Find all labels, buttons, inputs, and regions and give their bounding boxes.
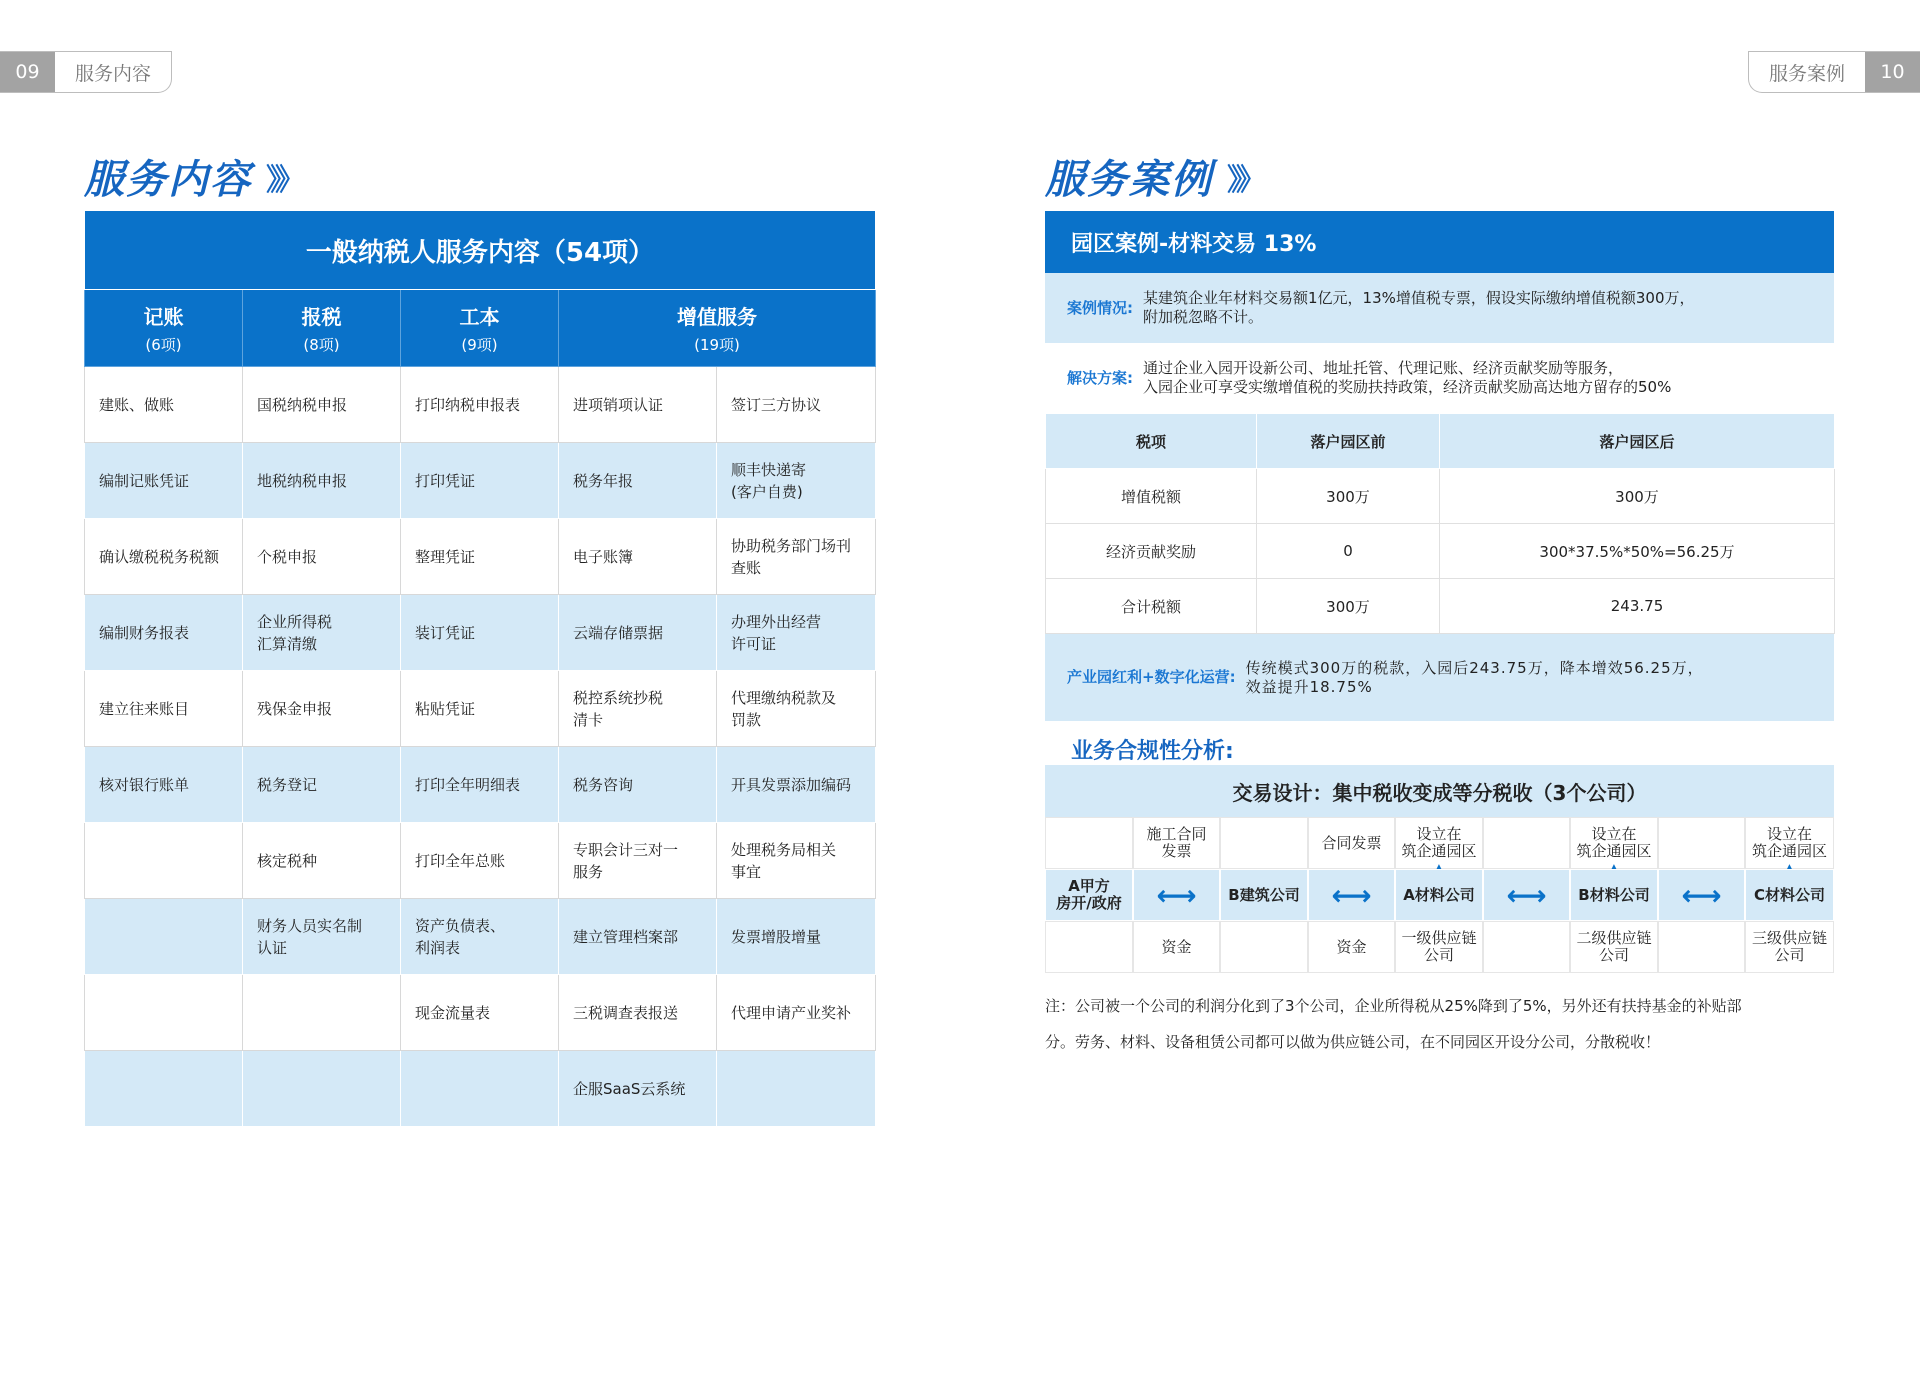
column-header: 落户园区前 <box>1257 414 1440 469</box>
case-title: 园区案例-材料交易 13% <box>1045 211 1834 273</box>
page-tab-label: 服务内容 <box>75 62 152 85</box>
table-cell: 装订凭证 <box>401 595 559 671</box>
case-card <box>1045 211 1834 721</box>
section-title-cases <box>1045 148 1260 205</box>
table-cell: 打印纳税申报表 <box>401 367 559 443</box>
table-cell <box>85 1051 243 1127</box>
table-cell: 个税申报 <box>243 519 401 595</box>
table-cell: 建立往来账目 <box>85 671 243 747</box>
column-header: 落户园区后 <box>1440 414 1835 469</box>
table-row <box>85 367 876 443</box>
flow-bottom-label: 资金 <box>1133 921 1220 973</box>
flow-title: 交易设计：集中税收变成等分税收（3个公司） <box>1045 765 1834 817</box>
flow-entity: A材料公司 <box>1395 869 1483 921</box>
flow-bottom-label: 一级供应链 公司 <box>1395 921 1483 973</box>
table-cell: 300万 <box>1257 579 1440 634</box>
table-cell: 0 <box>1257 524 1440 579</box>
flow-entity: C材料公司 <box>1745 869 1834 921</box>
table-row <box>85 899 876 975</box>
table-cell: 增值税额 <box>1046 469 1257 524</box>
table-cell: 财务人员实名制 认证 <box>243 899 401 975</box>
table-cell <box>243 1051 401 1127</box>
table-cell: 办理外出经营 许可证 <box>717 595 876 671</box>
table-cell: 建立管理档案部 <box>559 899 717 975</box>
section-title-services <box>84 148 299 205</box>
flow-bottom-label: 三级供应链 公司 <box>1745 921 1834 973</box>
flow-top-label: 施工合同 发票 <box>1133 817 1220 869</box>
double-arrow-icon: ⟷ <box>1308 869 1395 921</box>
table-cell: 经济贡献奖励 <box>1046 524 1257 579</box>
flow-bottom-label <box>1483 921 1570 973</box>
page-number: 09 <box>0 52 55 92</box>
table-cell: 300万 <box>1257 469 1440 524</box>
flow-bottom-label: 资金 <box>1308 921 1395 973</box>
footnote-line: 分。劳务、材料、设备租赁公司都可以做为供应链公司，在不同园区开设分公司，分散税收！ <box>1045 1033 1661 1051</box>
table-cell: 地税纳税申报 <box>243 443 401 519</box>
table-cell: 三税调查表报送 <box>559 975 717 1051</box>
chevron-right-icon: 》》 <box>1227 162 1260 198</box>
table-cell: 签订三方协议 <box>717 367 876 443</box>
page-number: 10 <box>1865 52 1920 92</box>
table-cell: 处理税务局相关 事宜 <box>717 823 876 899</box>
case-solution <box>1045 343 1834 413</box>
flow-top-label <box>1483 817 1570 869</box>
column-header-tax-filing: 报税 (8项) <box>243 290 401 367</box>
double-arrow-icon: ⟷ <box>1133 869 1220 921</box>
table-row <box>85 595 876 671</box>
flow-entity: A甲方 房开/政府 <box>1045 869 1133 921</box>
table-row <box>85 671 876 747</box>
table-cell: 残保金申报 <box>243 671 401 747</box>
table-cell: 顺丰快递寄 (客户自费) <box>717 443 876 519</box>
footnote-line: 注：公司被一个公司的利润分化到了3个公司，企业所得税从25%降到了5%，另外还有扶持基金的补贴部 <box>1045 997 1742 1015</box>
section-title-text: 服务内容 <box>84 157 252 203</box>
table-cell <box>717 1051 876 1127</box>
flow-bottom-label <box>1045 921 1133 973</box>
table-cell: 现金流量表 <box>401 975 559 1051</box>
page-tab-right <box>1748 51 1920 93</box>
table-cell: 合计税额 <box>1046 579 1257 634</box>
flow-bottom-label: 二级供应链 公司 <box>1570 921 1658 973</box>
table-row <box>85 443 876 519</box>
table-row <box>85 975 876 1051</box>
flow-bottom-label <box>1658 921 1745 973</box>
table-cell: 打印全年明细表 <box>401 747 559 823</box>
table-cell: 整理凭证 <box>401 519 559 595</box>
flow-entity: B建筑公司 <box>1220 869 1308 921</box>
page-tab-left <box>0 51 172 93</box>
table-cell: 国税纳税申报 <box>243 367 401 443</box>
double-arrow-icon: ⟷ <box>1483 869 1570 921</box>
service-table <box>84 210 876 1127</box>
flow-top-label: 设立在 筑企通园区 <box>1395 817 1483 869</box>
result-label: 产业园红利+数字化运营: <box>1067 668 1236 686</box>
table-cell <box>85 823 243 899</box>
flow-grid <box>1045 817 1834 973</box>
section-title-text: 服务案例 <box>1045 157 1213 203</box>
tax-comparison-table <box>1045 413 1835 634</box>
table-row <box>85 823 876 899</box>
table-cell: 核对银行账单 <box>85 747 243 823</box>
page-tab-label: 服务案例 <box>1768 62 1845 85</box>
table-cell: 代理申请产业奖补 <box>717 975 876 1051</box>
flow-top-label <box>1045 817 1133 869</box>
table-cell: 代理缴纳税款及 罚款 <box>717 671 876 747</box>
table-cell: 发票增股增量 <box>717 899 876 975</box>
table-cell: 资产负债表、 利润表 <box>401 899 559 975</box>
table-cell: 税控系统抄税 清卡 <box>559 671 717 747</box>
table-cell: 协助税务部门场刊 查账 <box>717 519 876 595</box>
table-row <box>1046 524 1835 579</box>
compliance-title: 业务合规性分析: <box>1071 739 1234 764</box>
table-cell: 税务年报 <box>559 443 717 519</box>
solution-label: 解决方案: <box>1067 368 1133 387</box>
table-cell <box>85 975 243 1051</box>
table-row <box>1046 579 1835 634</box>
column-header-printing: 工本 (9项) <box>401 290 559 367</box>
table-cell: 进项销项认证 <box>559 367 717 443</box>
flow-top-label: 设立在 筑企通园区 <box>1570 817 1658 869</box>
case-result <box>1045 634 1834 721</box>
table-cell: 编制财务报表 <box>85 595 243 671</box>
table-cell: 核定税种 <box>243 823 401 899</box>
case-situation <box>1045 273 1834 343</box>
table-cell: 打印凭证 <box>401 443 559 519</box>
table-cell: 243.75 <box>1440 579 1835 634</box>
table-cell: 打印全年总账 <box>401 823 559 899</box>
column-header: 税项 <box>1046 414 1257 469</box>
table-row <box>85 519 876 595</box>
chevron-right-icon: 》》 <box>266 162 299 198</box>
situation-label: 案例情况: <box>1067 298 1133 317</box>
table-cell <box>243 975 401 1051</box>
flow-top-label: 设立在 筑企通园区 <box>1745 817 1834 869</box>
table-row <box>85 747 876 823</box>
table-cell: 确认缴税税务税额 <box>85 519 243 595</box>
solution-text: 通过企业入园开设新公司、地址托管、代理记账、经济贡献奖励等服务， 入园企业可享受实缴增值税的奖励扶持政策，经济贡献奖励高达地方留存的50% <box>1143 359 1672 396</box>
flow-top-label: 合同发票 <box>1308 817 1395 869</box>
table-cell: 云端存储票据 <box>559 595 717 671</box>
table-cell: 编制记账凭证 <box>85 443 243 519</box>
flow-entity: B材料公司 <box>1570 869 1658 921</box>
table-cell: 专职会计三对一 服务 <box>559 823 717 899</box>
table-cell: 粘贴凭证 <box>401 671 559 747</box>
footnote <box>1045 988 1835 1060</box>
table-cell: 300*37.5%*50%=56.25万 <box>1440 524 1835 579</box>
column-header-bookkeeping: 记账 (6项) <box>85 290 243 367</box>
double-arrow-icon: ⟷ <box>1658 869 1745 921</box>
table-cell <box>85 899 243 975</box>
table-cell: 电子账簿 <box>559 519 717 595</box>
table-title: 一般纳税人服务内容（54项） <box>85 211 876 290</box>
table-cell <box>401 1051 559 1127</box>
table-cell: 开具发票添加编码 <box>717 747 876 823</box>
table-cell: 税务咨询 <box>559 747 717 823</box>
table-row <box>85 1051 876 1127</box>
table-cell: 300万 <box>1440 469 1835 524</box>
table-row <box>1046 469 1835 524</box>
result-text: 传统模式300万的税款，入园后243.75万，降本增效56.25万， 效益提升18.75% <box>1245 658 1704 696</box>
table-cell: 建账、做账 <box>85 367 243 443</box>
flow-top-label <box>1658 817 1745 869</box>
table-cell: 企业所得税 汇算清缴 <box>243 595 401 671</box>
flow-bottom-label <box>1220 921 1308 973</box>
table-cell: 税务登记 <box>243 747 401 823</box>
flow-top-label <box>1220 817 1308 869</box>
situation-text: 某建筑企业年材料交易额1亿元，13%增值税专票，假设实际缴纳增值税额300万， 附加税忽略不计。 <box>1143 289 1695 326</box>
table-cell: 企服SaaS云系统 <box>559 1051 717 1127</box>
column-header-value-added: 增值服务 (19项) <box>559 290 876 367</box>
transaction-flow-diagram <box>1045 765 1834 973</box>
